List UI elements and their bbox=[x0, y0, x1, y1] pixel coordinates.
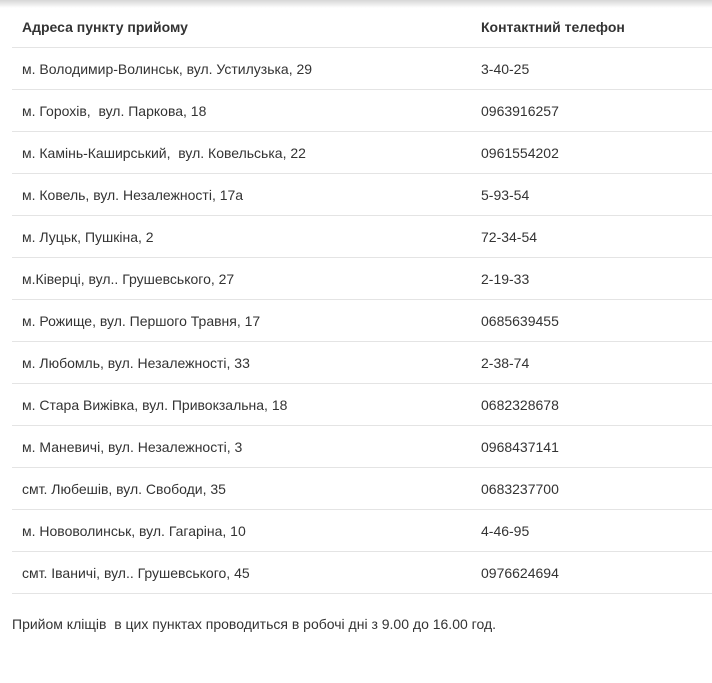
header-address: Адреса пункту прийому bbox=[12, 6, 471, 48]
phone-cell: 4-46-95 bbox=[471, 510, 712, 552]
phone-cell: 0683237700 bbox=[471, 468, 712, 510]
address-cell: м. Маневичі, вул. Незалежності, 3 bbox=[12, 426, 471, 468]
collection-points-table bbox=[12, 6, 712, 594]
table-row bbox=[12, 90, 712, 132]
table-row bbox=[12, 468, 712, 510]
address-cell: м. Володимир-Волинськ, вул. Устилузька, 29 bbox=[12, 48, 471, 90]
address-cell: м. Камінь-Каширський, вул. Ковельська, 22 bbox=[12, 132, 471, 174]
address-cell: смт. Любешів, вул. Свободи, 35 bbox=[12, 468, 471, 510]
table-row bbox=[12, 174, 712, 216]
table-row bbox=[12, 510, 712, 552]
table-row bbox=[12, 552, 712, 594]
table-row bbox=[12, 342, 712, 384]
phone-cell: 0963916257 bbox=[471, 90, 712, 132]
table-header-row bbox=[12, 6, 712, 48]
phone-cell: 0968437141 bbox=[471, 426, 712, 468]
phone-cell: 0976624694 bbox=[471, 552, 712, 594]
address-cell: м. Луцьк, Пушкіна, 2 bbox=[12, 216, 471, 258]
address-cell: м. Рожище, вул. Першого Травня, 17 bbox=[12, 300, 471, 342]
table-row bbox=[12, 48, 712, 90]
table-row bbox=[12, 384, 712, 426]
address-cell: смт. Іваничі, вул.. Грушевського, 45 bbox=[12, 552, 471, 594]
address-cell: м. Ковель, вул. Незалежності, 17а bbox=[12, 174, 471, 216]
phone-cell: 3-40-25 bbox=[471, 48, 712, 90]
address-cell: м. Любомль, вул. Незалежності, 33 bbox=[12, 342, 471, 384]
header-phone: Контактний телефон bbox=[471, 6, 712, 48]
phone-cell: 0961554202 bbox=[471, 132, 712, 174]
table-row bbox=[12, 426, 712, 468]
address-cell: м. Нововолинськ, вул. Гагаріна, 10 bbox=[12, 510, 471, 552]
phone-cell: 2-19-33 bbox=[471, 258, 712, 300]
collection-points-table-container bbox=[12, 6, 712, 594]
table-row bbox=[12, 132, 712, 174]
phone-cell: 0685639455 bbox=[471, 300, 712, 342]
address-cell: м. Горохів, вул. Паркова, 18 bbox=[12, 90, 471, 132]
address-cell: м.Ківерці, вул.. Грушевського, 27 bbox=[12, 258, 471, 300]
table-row bbox=[12, 216, 712, 258]
address-cell: м. Стара Вижівка, вул. Привокзальна, 18 bbox=[12, 384, 471, 426]
phone-cell: 0682328678 bbox=[471, 384, 712, 426]
phone-cell: 5-93-54 bbox=[471, 174, 712, 216]
table-row bbox=[12, 258, 712, 300]
phone-cell: 2-38-74 bbox=[471, 342, 712, 384]
phone-cell: 72-34-54 bbox=[471, 216, 712, 258]
working-hours-note: Прийом кліщів в цих пунктах проводиться в робочі дні з 9.00 до 16.00 год. bbox=[12, 616, 496, 632]
table-row bbox=[12, 300, 712, 342]
